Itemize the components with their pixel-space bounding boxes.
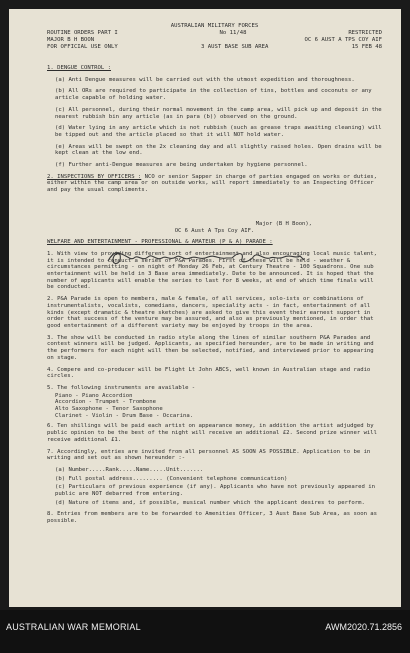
para-1b: (b) All ORs are required to participate in the collection of tins, bottles and coconuts or any article capable of holding water. [55, 88, 372, 102]
section-title-inspections: 2. INSPECTIONS BY OFFICERS : [47, 173, 142, 180]
archive-footer [0, 610, 410, 653]
routine-orders: ROUTINE ORDERS PART I [47, 29, 118, 36]
unit-name: OC 6 AUST A TPS COY AIF [304, 36, 382, 43]
document-body [47, 65, 382, 530]
header-block [47, 23, 382, 51]
instrument-line: Alto Saxophone - Tenor Saxophone [55, 406, 163, 413]
para-1d: (d) Water lying in any article which is not rubbish (such as grease traps awaiting cleaning) will be tipped out and the article placed so that it will NOT hold water. [55, 125, 382, 138]
para-3-1: 1. With view to providing different sort of entertainment and also encouraging local music talent, it is intended to conduct a series of P&A Parades. First of these will be held - weather & circumstances permitting - on night of Monday 26 Feb, at Century Theatre - 100 Squadrons. One sub entertainment will be held in 3 Base area immediately. Date to be announced. It is hoped that the number of applicants will enable the series to last for 8 weeks, at end of which time finals will be conducted. [47, 250, 378, 291]
official-use: FOR OFFICIAL USE ONLY [47, 43, 118, 50]
para-1e: (e) Areas will be swept on the 2x cleaning day and all slightly raised holes. Open drains will be kept clean at the low end. [55, 143, 382, 157]
para-3-6: 6. Ten shillings will be paid each artist on appearance money, in addition the artist adjudged by public opinion to be the best of the night will receive an additional £2. Second prize winner will receive additional £1. [47, 423, 378, 443]
para-3-5: 5. The following instruments are available - [47, 384, 196, 391]
base-name: 3 AUST BASE SUB AREA [201, 43, 269, 50]
issue-date: 15 FEB 48 [351, 43, 382, 50]
entry-d: (d) Nature of items and, if possible, musical number which the applicant desires to perform. [55, 499, 365, 506]
para-1f: (f) Further anti-Dengue measures are being undertaken by hygiene personnel. [55, 162, 308, 169]
restricted-label: RESTRICTED [348, 29, 382, 36]
entry-c: (c) Particulars of previous experience (if any). Applicants who have not previously appeared in public are NOT debarred from entering. [55, 484, 375, 498]
para-3-2: 2. P&A Parade is open to members, male & female, of all services, solo-ists or combinations of instrumentalists, vocalists, comedians, dancers, speciality acts - in fact, entertainment of all kinds (except dramatic & theatre sketches) are asked to give this event their earnest support in order that success of the venture may be assured, and also as previously mentioned, in order that good entertainment of a different variety may be enjoyed by troops in the area. [47, 296, 374, 329]
section-title-dengue: 1. DENGUE CONTROL : [47, 65, 111, 71]
entry-b: (b) Full postal address......... (Convenient telephone communication) [55, 475, 288, 482]
para-3-7: 7. Accordingly, entries are invited from all personnel AS SOON AS POSSIBLE. Application to be in writing and set out as shown hereunder :- [47, 448, 371, 462]
para-3-4: 4. Compere and co-producer will be Flight Lt John ABCS, well known in Australian stage and radio circles. [47, 366, 371, 380]
para-2: NCO or senior Sapper in charge of parties engaged on works or duties, either within the camp area or on outside works, will report immediately to an Inspecting Officer and pay the usual compliments. [47, 173, 378, 194]
para-1c: (c) All personnel, during their normal movement in the camp area, will pick up and deposit in the nearest rubbish bin any article (as in para (b)) observed on the ground. [55, 106, 382, 120]
para-3-3: 3. The show will be conducted in radio style along the lines of similar southern P&A Parades and contest winners will be judged. Applicants, as specified hereunder, are to be made in writing and the performers for each night will then be selected, notified, and interviewed prior to appearing on stage. [47, 334, 374, 361]
major-name: MAJOR B H BOON [47, 36, 95, 43]
document-page [9, 9, 401, 607]
institution-label: AUSTRALIAN WAR MEMORIAL [6, 622, 141, 632]
instrument-line: Piano - Piano Accordion [55, 392, 133, 399]
accession-number: AWM2020.71.2856 [325, 622, 402, 632]
instrument-line: Accordion - Trumpet - Trombone [55, 399, 157, 406]
instrument-list [47, 393, 382, 420]
section-title-welfare: WELFARE AND ENTERTAINMENT - PROFESSIONAL & AMATEUR (P & A) PARADE : [47, 239, 273, 246]
signature-title: OC 6 Aust A Tps Coy AIF. [174, 227, 255, 234]
order-no: No 11/48 [219, 29, 247, 36]
entry-a: (a) Number.....Rank.....Name.....Unit....... [55, 466, 204, 473]
org-line: AUSTRALIAN MILITARY FORCES [170, 23, 259, 29]
handwritten-signature [104, 246, 344, 268]
para-3-8: 8. Entries from members are to be forwarded to Amenities Officer, 3 Aust Base Sub Area, as soon as possible. [47, 511, 378, 525]
instrument-line: Clarinet - Violin - Drum Base - Occarina. [55, 412, 194, 419]
para-1a: (a) Anti Dengue measures will be carried out with the utmost expedition and thoroughness. [55, 76, 355, 83]
signature-name: Major (B H Boon), [255, 220, 312, 227]
